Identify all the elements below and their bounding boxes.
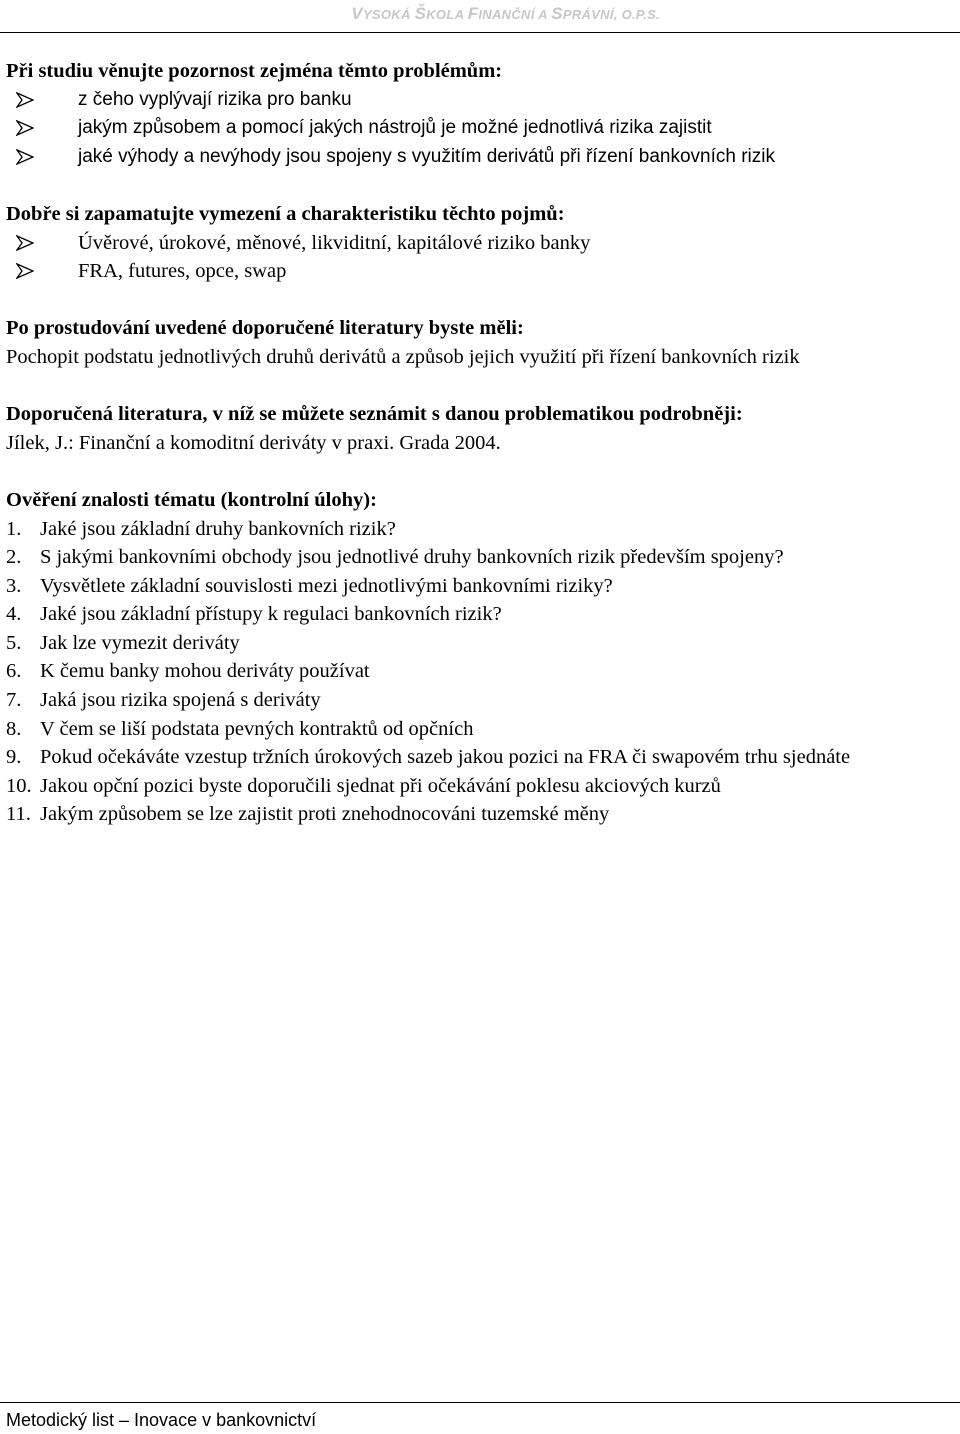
question-text: Jakou opční pozici byste doporučili sjednat při očekávání poklesu akciových kurzů [40, 774, 721, 797]
question-number: 9. [6, 746, 22, 769]
question-item [6, 743, 946, 772]
question-item [6, 600, 946, 629]
question-text: Jaká jsou rizika spojená s deriváty [40, 689, 321, 712]
question-number: 10. [6, 774, 32, 797]
list-item [6, 257, 946, 286]
question-item [6, 572, 946, 601]
question-item [6, 715, 946, 744]
header-school-name-part: S [551, 4, 563, 23]
questions-list [6, 515, 946, 830]
list-item [6, 114, 946, 143]
header-school-name-part: PRÁVNÍ, O.P.S. [562, 7, 660, 22]
terms-item: FRA, futures, opce, swap [78, 260, 287, 283]
footer-rule [0, 1402, 960, 1403]
terms-heading: Dobře si zapamatujte vymezení a charakteristiku těchto pojmů: [6, 202, 565, 225]
question-number: 3. [6, 574, 22, 597]
document-body [6, 57, 946, 858]
arrow-bullet-icon [6, 86, 78, 115]
header-school-name [351, 4, 660, 24]
outcomes-heading: Po prostudování uvedené doporučené literatury byste měli: [6, 317, 524, 340]
question-item [6, 515, 946, 544]
header-school-name-part: Š [414, 4, 427, 23]
header-school-name-part: YSOKÁ [362, 7, 415, 22]
question-number: 7. [6, 689, 22, 712]
page-header [0, 0, 960, 30]
header-school-name-part: KOLA [426, 7, 468, 22]
question-number: 2. [6, 546, 22, 569]
focus-heading: Při studiu věnujte pozornost zejména těmto problémům: [6, 60, 503, 82]
arrow-bullet-icon [6, 229, 78, 258]
questions-heading: Ověření znalosti tématu (kontrolní úlohy): [6, 488, 377, 511]
question-number: 6. [6, 660, 22, 683]
header-rule [0, 32, 960, 33]
terms-item: Úvěrové, úrokové, měnové, likviditní, kapitálové riziko banky [78, 231, 591, 254]
question-text: S jakými bankovními obchody jsou jednotlivé druhy bankovních rizik především spojeny? [40, 546, 784, 569]
terms-section [6, 200, 946, 286]
page-footer [0, 1402, 960, 1430]
literature-text: Jílek, J.: Finanční a komoditní deriváty v praxi. Grada 2004. [6, 431, 501, 454]
outcomes-text: Pochopit podstatu jednotlivých druhů derivátů a způsob jejich využití při řízení bankovních rizik [6, 345, 800, 368]
question-text: Jaké jsou základní druhy bankovních rizik? [40, 517, 396, 540]
question-text: Pokud očekáváte vzestup tržních úrokových sazeb jakou pozici na FRA či swapovém trhu sjednáte [40, 746, 851, 769]
question-item [6, 800, 946, 829]
focus-item: z čeho vyplývají rizika pro banku [78, 88, 352, 110]
header-school-name-part: INANČNÍ A [478, 7, 552, 22]
arrow-bullet-icon [6, 257, 78, 286]
question-item [6, 629, 946, 658]
question-text: V čem se liší podstata pevných kontraktů od opčních [40, 717, 474, 740]
outcomes-section [6, 314, 946, 371]
question-number: 4. [6, 603, 22, 626]
list-item [6, 143, 946, 172]
question-text: Jak lze vymezit deriváty [40, 631, 240, 654]
question-number: 1. [6, 517, 22, 540]
question-number: 11. [6, 803, 31, 826]
question-number: 8. [6, 717, 22, 740]
question-item [6, 657, 946, 686]
focus-section [6, 57, 946, 171]
question-text: Vysvětlete základní souvislosti mezi jednotlivými bankovními riziky? [40, 574, 613, 597]
focus-item: jakým způsobem a pomocí jakých nástrojů je možné jednotlivá rizika zajistit [78, 117, 712, 139]
question-item [6, 543, 946, 572]
list-item [6, 86, 946, 115]
question-number: 5. [6, 631, 22, 654]
question-item [6, 772, 946, 801]
question-text: Jaké jsou základní přístupy k regulaci bankovních rizik? [40, 603, 502, 626]
header-school-name-part: F [467, 4, 479, 23]
list-item [6, 229, 946, 258]
footer-text: Metodický list – Inovace v bankovnictví [6, 1410, 317, 1430]
literature-heading: Doporučená literatura, v níž se můžete seznámit s danou problematikou podrobněji: [6, 403, 743, 426]
arrow-bullet-icon [6, 114, 78, 143]
arrow-bullet-icon [6, 143, 78, 172]
questions-section [6, 486, 946, 829]
literature-section [6, 400, 946, 457]
question-item [6, 686, 946, 715]
header-school-name-part: V [351, 4, 363, 23]
focus-item: jaké výhody a nevýhody jsou spojeny s využitím derivátů při řízení bankovních rizik [78, 145, 775, 167]
question-text: Jakým způsobem se lze zajistit proti znehodnocováni tuzemské měny [40, 803, 610, 826]
question-text: K čemu banky mohou deriváty používat [40, 660, 370, 683]
